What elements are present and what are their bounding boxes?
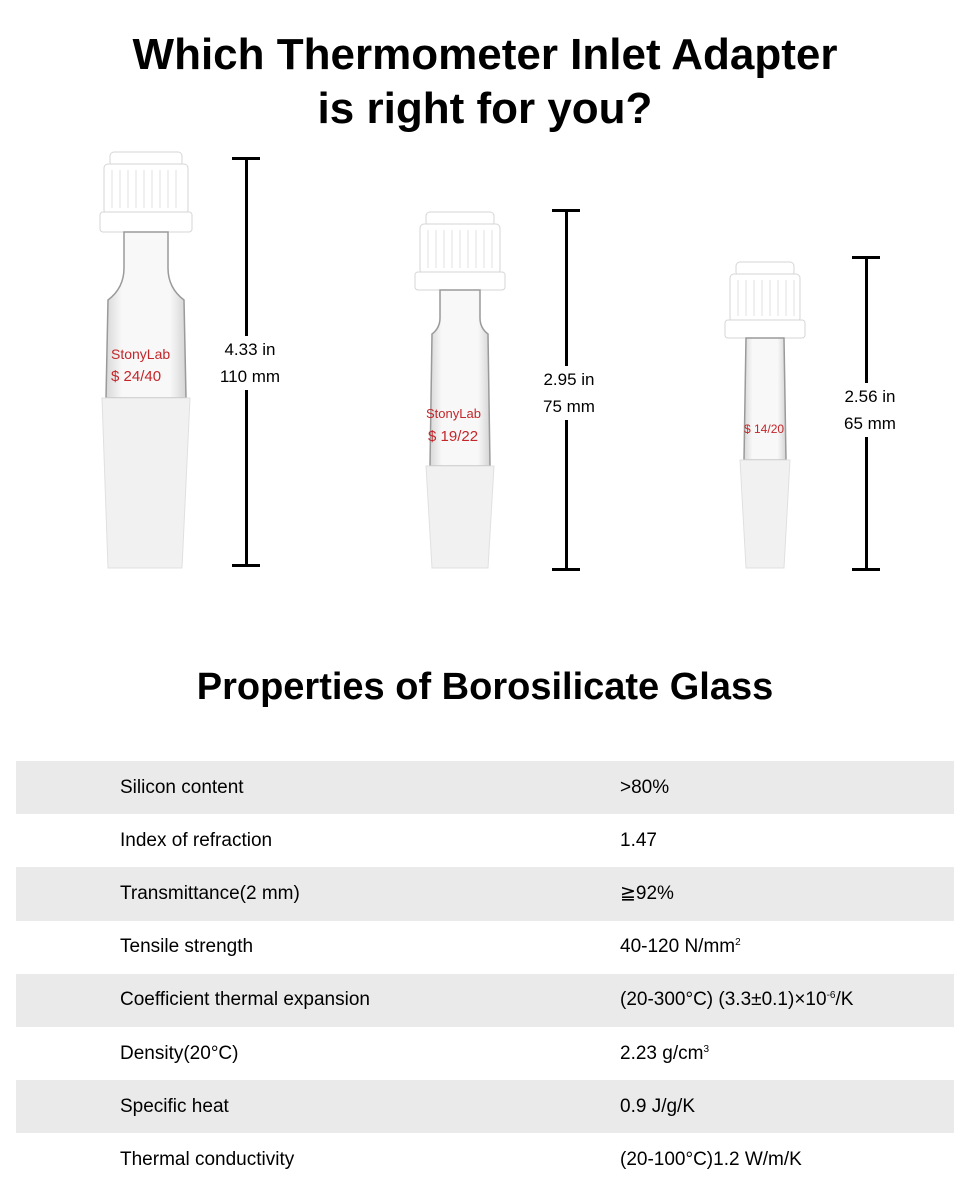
dimension-1-mm: 110 mm (219, 367, 281, 386)
table-row (16, 761, 954, 814)
property-value: 0.9 J/g/K (620, 1095, 695, 1117)
table-row (16, 814, 954, 867)
adapter-24-40-brand: StonyLab (111, 346, 171, 362)
property-value: (20-100°C)1.2 W/m/K (620, 1148, 802, 1170)
property-value-superscript: 3 (703, 1043, 709, 1055)
property-label: Thermal conductivity (120, 1148, 295, 1170)
property-label: Specific heat (120, 1095, 229, 1117)
adapter-19-22 (410, 210, 510, 590)
adapter-24-40-image (96, 150, 206, 580)
dimension-2-mm: 75 mm (543, 397, 595, 416)
property-label: Density(20°C) (120, 1042, 239, 1064)
properties-title: Properties of Borosilicate Glass (196, 666, 774, 708)
dimension-3-mm: 65 mm (844, 414, 896, 433)
property-value-text: 2.23 g/cm (620, 1042, 704, 1064)
dimension-1-inches: 4.33 in (224, 340, 276, 359)
property-value (520, 974, 954, 1027)
table-row (16, 974, 954, 1027)
dimension-3-inches: 2.56 in (844, 387, 896, 406)
property-value (520, 1027, 954, 1080)
page-title (0, 28, 970, 136)
adapter-14-20 (722, 260, 808, 580)
property-value-text: (20-300°C) (3.3±0.1)×10 (620, 989, 827, 1011)
property-label: Tensile strength (120, 936, 254, 958)
adapter-19-22-joint: $ 19/22 (428, 428, 479, 445)
dimension-2-inches: 2.95 in (543, 370, 595, 389)
property-value: 1.47 (620, 829, 657, 851)
property-label: Coefficient thermal expansion (120, 989, 370, 1011)
property-value (520, 921, 954, 974)
property-label: Transmittance(2 mm) (120, 882, 300, 904)
dimension-label-1 (205, 336, 295, 390)
properties-table (16, 761, 954, 1187)
table-row (16, 867, 954, 920)
property-value-suffix: /K (835, 989, 854, 1011)
property-value-superscript: 2 (735, 937, 741, 949)
product-comparison (0, 150, 970, 590)
adapter-24-40-joint: $ 24/40 (111, 368, 162, 385)
dimension-label-3 (825, 383, 915, 437)
table-row (16, 921, 954, 974)
property-value-text: 40-120 N/mm (620, 936, 736, 958)
table-row (16, 1027, 954, 1080)
table-row (16, 1133, 954, 1186)
page-title-line-1: Which Thermometer Inlet Adapter (132, 30, 838, 79)
property-value-superscript: -6 (826, 990, 836, 1002)
dimension-label-2 (524, 366, 614, 420)
adapter-24-40 (96, 150, 206, 590)
property-value: ≧92% (620, 883, 674, 905)
adapter-14-20-image (722, 260, 808, 576)
adapter-19-22-brand: StonyLab (426, 406, 481, 421)
adapter-19-22-image (410, 210, 510, 580)
property-value: >80% (620, 776, 670, 798)
property-label: Index of refraction (120, 829, 273, 851)
page-title-line-2: is right for you? (317, 84, 653, 133)
table-row (16, 1080, 954, 1133)
property-label: Silicon content (120, 776, 244, 798)
adapter-14-20-joint: $ 14/20 (744, 422, 785, 436)
